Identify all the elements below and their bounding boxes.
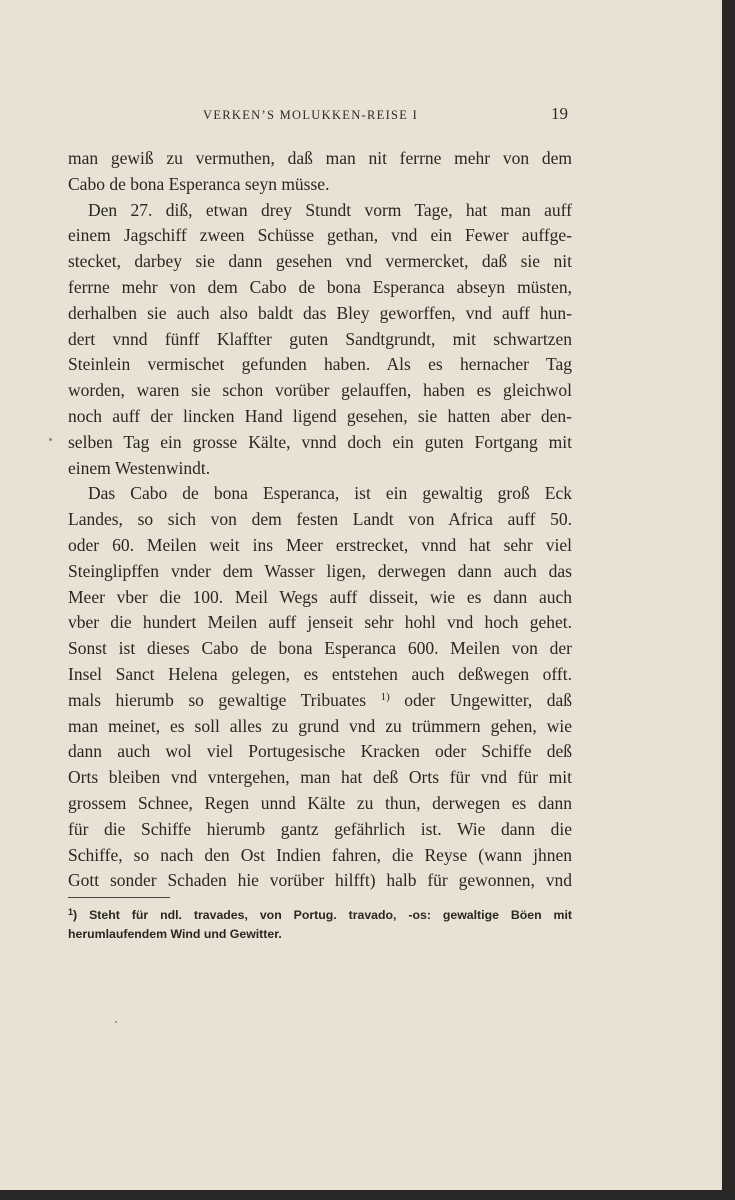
text-line: derhalben sie auch also baldt das Bley geworffen, vnd auff hun- <box>68 302 572 323</box>
footnote-text: Steht für ndl. travades, von Portug. travado, -os: gewaltige Böen mit <box>89 908 572 922</box>
page-number: 19 <box>551 104 568 123</box>
footnote-separator <box>68 897 170 898</box>
running-head <box>68 104 570 130</box>
text-line: vber die hundert Meilen auff jenseit sehr hohl vnd hoch gehet. <box>68 612 572 633</box>
text-line: selben Tag ein grosse Kälte, vnnd doch ein guten Fortgang mit <box>68 431 572 452</box>
text-line: Schiffe, so nach den Ost Indien fahren, die Reyse (wann jhnen <box>68 844 572 865</box>
text-line: man meinet, es soll alles zu grund vnd zu trümmern gehen, wie <box>68 715 572 736</box>
text-line: Cabo de bona Esperanca seyn müsse. <box>68 173 330 194</box>
footnote <box>68 906 572 944</box>
text-line: Den 27. diß, etwan drey Stundt vorm Tage, hat man auff <box>88 199 572 220</box>
text-line: einem Westenwindt. <box>68 457 211 478</box>
text-line: Steinlein vermischet gefunden haben. Als es hernacher Tag <box>68 354 572 375</box>
text-line: einem Jagschiff zween Schüsse gethan, vnd ein Fewer auffge- <box>68 225 572 246</box>
text-line: grossem Schnee, Regen unnd Kälte zu thun, derwegen es dann <box>68 792 572 813</box>
text-line: Gott sonder Schaden hie vorüber hilfft) halb für gewonnen, vnd <box>68 870 572 891</box>
text-line: Sonst ist dieses Cabo de bona Esperanca 600. Meilen von der <box>68 638 572 659</box>
text-segment: mals hierumb so gewaltige Tribuates <box>68 689 367 710</box>
paper-speck <box>49 438 52 441</box>
text-line: Meer vber die 100. Meil Wegs auff disseit, wie es dann auch <box>68 586 572 607</box>
page-shadow-edge <box>0 1190 735 1200</box>
text-line: ferrne mehr von dem Cabo de bona Esperanca abseyn müsten, <box>68 276 572 297</box>
text-segment: oder Ungewitter, daß <box>404 689 573 710</box>
text-line-with-footnote-ref <box>68 688 572 714</box>
text-line: worden, waren sie schon vorüber gelauffen, haben es gleichwol <box>68 380 572 401</box>
footnote-line: herumlaufendem Wind und Gewitter. <box>68 927 282 941</box>
text-line: für die Schiffe hierumb gantz gefährlich ist. Wie dann die <box>68 818 572 839</box>
footnote-marker: 1 <box>68 907 74 917</box>
running-title: VERKEN’S MOLUKKEN-REISE I <box>203 108 419 122</box>
footnote-reference: 1) <box>380 690 390 703</box>
footnote-marker-paren: ) <box>73 908 78 922</box>
text-line: dert vnnd fünff Klaffter guten Sandtgrundt, mit schwartzen <box>68 328 572 349</box>
text-line: Steinglipffen vnder dem Wasser ligen, derwegen dann auch das <box>68 560 572 581</box>
text-line: oder 60. Meilen weit ins Meer erstrecket, vnnd hat sehr viel <box>68 534 572 555</box>
text-line: man gewiß zu vermuthen, daß man nit ferrne mehr von dem <box>68 148 572 168</box>
text-line: Das Cabo de bona Esperanca, ist ein gewaltig groß Eck <box>88 483 572 504</box>
paper-speck <box>115 1021 117 1023</box>
text-line: noch auff der lincken Hand ligend gesehen, sie hatten aber den- <box>68 405 572 426</box>
text-line: dann auch wol viel Portugesische Kracken oder Schiffe deß <box>68 741 572 762</box>
footnote-line <box>68 906 572 925</box>
text-line: stecket, darbey sie dann gesehen vnd vermercket, daß sie nit <box>68 251 572 272</box>
text-line: Insel Sanct Helena gelegen, es entstehen auch deßwegen offt. <box>68 663 572 684</box>
body-text <box>68 146 572 894</box>
text-line: Landes, so sich von dem festen Landt von Africa auff 50. <box>68 509 572 530</box>
text-line: Orts bleiben vnd vntergehen, man hat deß Orts für vnd für mit <box>68 767 572 788</box>
